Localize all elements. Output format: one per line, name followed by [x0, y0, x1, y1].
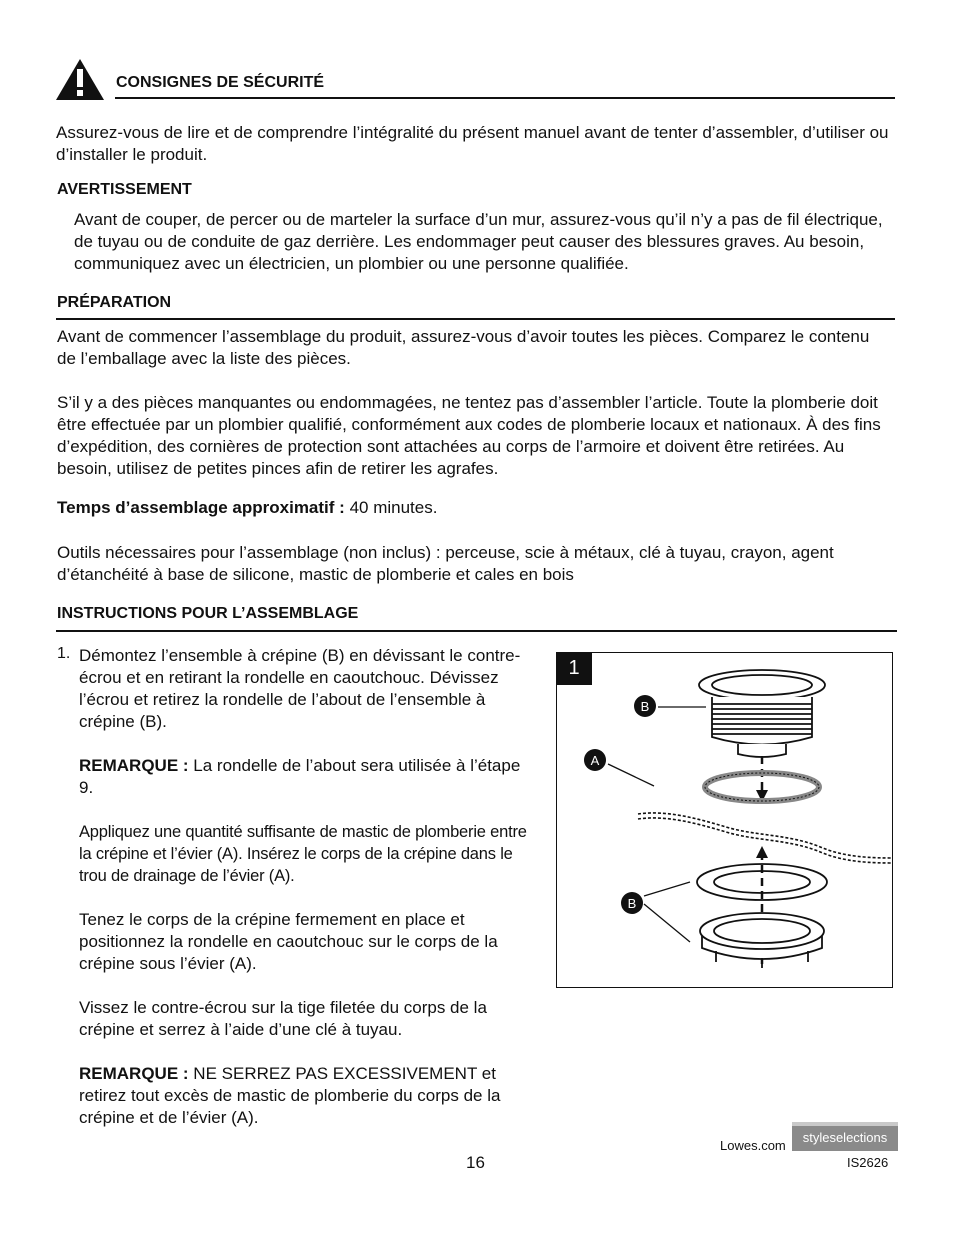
brand-logo-stripe [792, 1122, 898, 1126]
note-text: La rondelle de l’about sera utilisée à l’étape 9. [79, 756, 521, 797]
assembly-title: INSTRUCTIONS POUR L’ASSEMBLAGE [57, 605, 359, 622]
step-note [79, 1063, 539, 1129]
safety-intro: Assurez-vous de lire et de comprendre l’intégralité du présent manuel avant de tenter d’assembler, d’utiliser ou d’installer le produit. [56, 123, 889, 164]
assembly-time-label: Temps d’assemblage approximatif : [57, 498, 345, 517]
assembly-time-value: 40 minutes. [349, 498, 438, 517]
site-name: Lowes.com [720, 1138, 786, 1153]
safety-title: CONSIGNES DE SÉCURITÉ [116, 74, 325, 91]
warning-title: AVERTISSEMENT [57, 181, 192, 198]
note-label: REMARQUE : [79, 1064, 189, 1083]
divider [115, 97, 895, 99]
figure-number: 1 [556, 652, 592, 685]
preparation-paragraph: S’il y a des pièces manquantes ou endommagées, ne tentez pas d’assembler l’article. Toute la plomberie doit être effectuée par un plombier qualifié, conformément aux codes de plomberie locaux et nationaux. À des fins d’expédition, des cornières de protection sont attachées au corps de l’armoire et doivent être retirées. Au besoin, utilisez de petites pinces afin de retirer les agrafes. [57, 393, 881, 478]
lock-nut [700, 913, 824, 968]
strainer-body [699, 670, 825, 757]
step-instructions [79, 645, 539, 1129]
document-code: IS2626 [847, 1155, 889, 1170]
preparation-title: PRÉPARATION [57, 294, 172, 311]
note-text: NE SERREZ PAS EXCESSIVEMENT et retirez tout excès de mastic de plomberie du corps de la crépine et de l’évier (A). [79, 1064, 501, 1127]
strainer-assembly-diagram [556, 652, 894, 989]
note-label: REMARQUE : [79, 756, 189, 775]
warning-text: Avant de couper, de percer ou de marteler la surface d’un mur, assurez-vous qu’il n’y a pas de fil électrique, de tuyau ou de conduite de gaz derrière. Les endommager peut causer des blessures graves. Au besoin, communiquez avec un électricien, un plombier ou une personne qualifiée. [74, 210, 883, 273]
step-paragraph: Appliquez une quantité suffisante de mastic de plomberie entre la crépine et l’évier (A). Insérez le corps de la crépine dans le trou de drainage de l’évier (A). [79, 823, 527, 885]
preparation-paragraph: Avant de commencer l’assemblage du produit, assurez-vous d’avoir toutes les pièces. Comparez le contenu de l’emballage avec la liste des pièces. [57, 327, 870, 368]
tools-needed: Outils nécessaires pour l’assemblage (non inclus) : perceuse, scie à métaux, clé à tuyau, crayon, agent d’étanchéité à base de silicone, mastic de plomberie et cales en bois [57, 543, 834, 584]
divider [56, 318, 895, 320]
page-number: 16 [466, 1153, 485, 1172]
warning-triangle-icon [55, 57, 105, 102]
step-paragraph: Vissez le contre-écrou sur la tige filetée du corps de la crépine et serrez à l’aide d’une clé à tuyau. [79, 998, 487, 1039]
step-paragraph: Tenez le corps de la crépine fermement en place et positionnez la rondelle en caoutchouc sur le corps de la crépine sous l’évier (A). [79, 910, 498, 973]
step-number: 1. [57, 645, 71, 662]
part-label-a: A [590, 753, 600, 768]
step-paragraph: Démontez l’ensemble à crépine (B) en dévissant le contre-écrou et en retirant la rondelle en caoutchouc. Dévissez l’écrou et retirez la rondelle de l’about de l’ensemble à crépine (B). [79, 646, 521, 731]
assembly-time [57, 497, 897, 519]
brand-logo: styleselections [792, 1122, 898, 1151]
divider [56, 630, 897, 632]
part-label-b: B [640, 699, 650, 714]
step-note [79, 755, 539, 799]
part-label-b: B [627, 896, 637, 911]
